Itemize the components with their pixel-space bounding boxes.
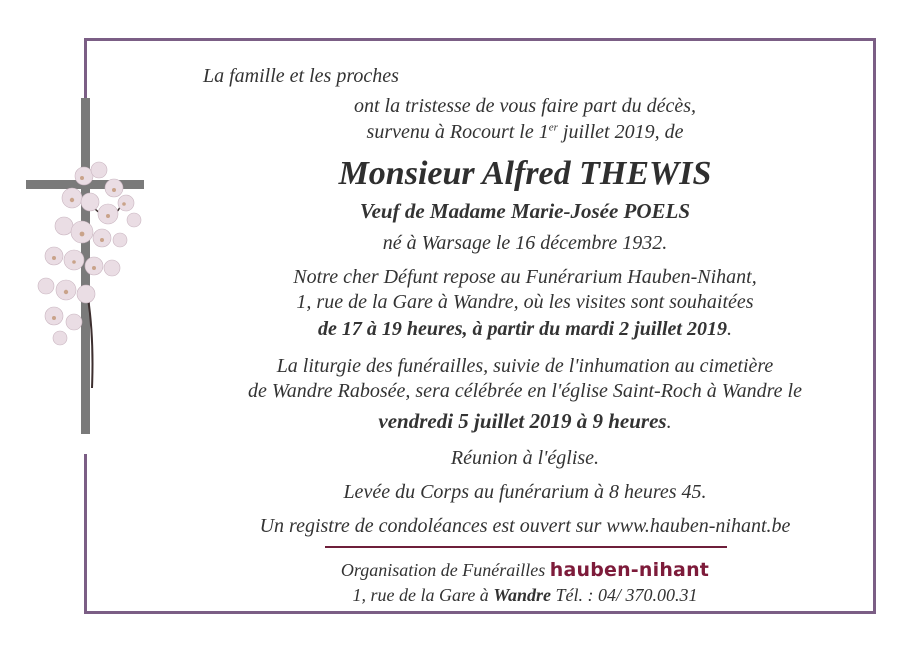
organizer-label: Organisation de Funérailles (340, 560, 546, 580)
death-date-text: survenu à Rocourt le 1 (366, 121, 549, 143)
death-date-tail: juillet 2019, de (557, 121, 684, 143)
intro-text: La famille et les proches (203, 65, 399, 87)
levee-line: Levée du Corps au funérarium à 8 heures 45. (343, 481, 707, 503)
registry-line: Un registre de condoléances est ouvert sur www.hauben-nihant.be (259, 515, 791, 537)
meeting-line: Réunion à l'église. (450, 447, 600, 469)
phone-text: Tél. : 04/ 370.00.31 (551, 585, 698, 605)
deceased-name: Monsieur Alfred THEWIS (338, 155, 712, 192)
footer-divider (325, 546, 727, 548)
brand-logo: hauben-nihant (549, 559, 710, 581)
visit-hours-text: de 17 à 19 heures, à partir du mardi 2 juillet 2019 (318, 318, 727, 340)
liturgy-line-1: La liturgie des funérailles, suivie de l'inhumation au cimetière (276, 355, 774, 377)
ceremony-date-period: . (666, 411, 672, 433)
repose-line-1: Notre cher Défunt repose au Funérarium Hauben-Nihant, (293, 266, 757, 288)
address-text: 1, rue de la Gare à (352, 585, 494, 605)
repose-line-2: 1, rue de la Gare à Wandre, où les visites sont souhaitées (296, 291, 754, 313)
visit-hours-period: . (726, 318, 732, 340)
death-date-line (300, 120, 750, 144)
address-line (300, 583, 750, 607)
visit-hours-line (200, 317, 850, 341)
ceremony-date-text: vendredi 5 juillet 2019 à 9 heures (378, 409, 667, 433)
ceremony-date-line (180, 409, 870, 434)
birth-line: né à Warsage le 16 décembre 1932. (382, 232, 668, 254)
ordinal-sup: er (548, 121, 558, 134)
cross-with-blossoms-icon (24, 98, 154, 434)
address-town: Wandre (493, 585, 551, 605)
spouse-line: Veuf de Madame Marie-Josée POELS (359, 199, 691, 223)
liturgy-line-2: de Wandre Rabosée, sera célébrée en l'église Saint-Roch à Wandre le (248, 380, 802, 402)
organizer-line (300, 558, 750, 582)
announcement-line: ont la tristesse de vous faire part du décès, (354, 95, 696, 117)
